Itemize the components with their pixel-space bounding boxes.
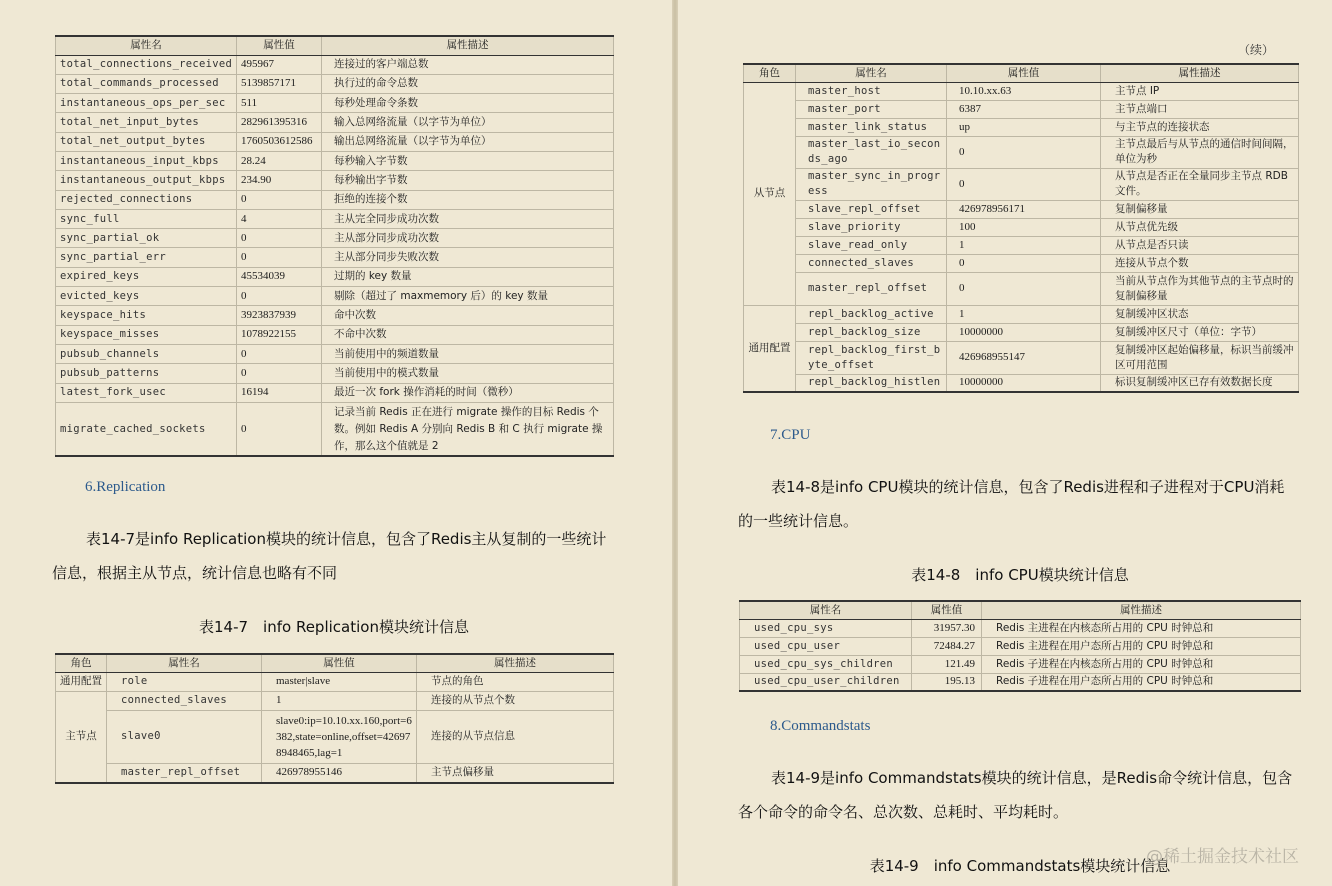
attr-name: pubsub_channels [56, 344, 237, 363]
attr-value: 1078922155 [237, 325, 322, 344]
attr-name: total_commands_processed [56, 74, 237, 93]
col-header: 属性名 [796, 64, 947, 82]
attr-desc: 从节点是否正在全量同步主节点 RDB 文件。 [1101, 168, 1299, 200]
role-cell: 通用配置 [744, 305, 796, 392]
attr-value: 3923837939 [237, 306, 322, 325]
attr-name: slave_priority [796, 218, 947, 236]
attr-desc: 复制缓冲区尺寸（单位：字节） [1101, 323, 1299, 341]
table-row [56, 229, 614, 248]
attr-value: 426968955147 [947, 341, 1101, 374]
attr-name: master_sync_in_progress [796, 168, 947, 200]
attr-desc: 最近一次 fork 操作消耗的时间（微秒） [322, 383, 614, 402]
attr-value: 1 [262, 691, 417, 710]
table-row [56, 763, 614, 783]
attr-name: total_net_output_bytes [56, 132, 237, 151]
attr-desc: 拒绝的连接个数 [322, 190, 614, 209]
slave-table [743, 63, 1299, 393]
attr-value: slave0:ip=10.10.xx.160,port=6382,state=online,offset=426978948465,lag=1 [262, 710, 417, 763]
attr-desc: 主节点偏移量 [417, 763, 614, 783]
table-row [56, 132, 614, 151]
col-header: 属性描述 [322, 36, 614, 55]
attr-desc: 主节点最后与从节点的通信时间间隔，单位为秒 [1101, 136, 1299, 168]
col-header: 属性描述 [417, 654, 614, 672]
attr-name: role [107, 672, 262, 691]
attr-value: 10000000 [947, 323, 1101, 341]
table-row [744, 374, 1299, 392]
attr-value: 0 [947, 254, 1101, 272]
attr-value: 234.90 [237, 171, 322, 190]
attr-name: master_last_io_seconds_ago [796, 136, 947, 168]
attr-name: master_host [796, 82, 947, 100]
replication-table [55, 653, 614, 784]
commandstats-paragraph: 表14-9是info Commandstats模块的统计信息，是Redis命令统计信息，包含各个命令的命令名、总次数、总耗时、平均耗时。 [738, 769, 1293, 821]
table-row [56, 710, 614, 763]
attr-desc: 每秒输出字节数 [322, 171, 614, 190]
section-title-replication: 6.Replication [85, 479, 166, 495]
col-header: 属性名 [740, 601, 912, 619]
attr-name: used_cpu_user [740, 637, 912, 655]
attr-name: keyspace_misses [56, 325, 237, 344]
col-header: 属性描述 [982, 601, 1301, 619]
attr-value: 5139857171 [237, 74, 322, 93]
attr-name: used_cpu_sys_children [740, 655, 912, 673]
attr-value: 426978956171 [947, 200, 1101, 218]
attr-desc: Redis 子进程在用户态所占用的 CPU 时钟总和 [982, 673, 1301, 691]
attr-value: 72484.27 [912, 637, 982, 655]
section-title-cpu: 7.CPU [770, 427, 811, 443]
table-row [744, 254, 1299, 272]
attr-desc: 连接从节点个数 [1101, 254, 1299, 272]
attr-name: master_repl_offset [796, 272, 947, 305]
attr-value: up [947, 118, 1101, 136]
attr-name: sync_partial_err [56, 248, 237, 267]
attr-name: used_cpu_user_children [740, 673, 912, 691]
attr-desc: 当前使用中的频道数量 [322, 344, 614, 363]
cpu-paragraph: 表14-8是info CPU模块的统计信息，包含了Redis进程和子进程对于CPU消耗的一些统计信息。 [738, 478, 1285, 530]
table-row [56, 209, 614, 228]
table-row [56, 402, 614, 456]
table-row [744, 82, 1299, 100]
table-row [56, 151, 614, 170]
attr-name: instantaneous_input_kbps [56, 151, 237, 170]
attr-name: pubsub_patterns [56, 364, 237, 383]
attr-desc: 标识复制缓冲区已存有效数据长度 [1101, 374, 1299, 392]
attr-desc: 复制缓冲区状态 [1101, 305, 1299, 323]
col-header: 属性描述 [1101, 64, 1299, 82]
attr-desc: 过期的 key 数量 [322, 267, 614, 286]
attr-value: 28.24 [237, 151, 322, 170]
watermark: @稀土掘金技术社区 [1146, 847, 1299, 867]
attr-desc: 记录当前 Redis 正在进行 migrate 操作的目标 Redis 个数。例如 Redis A 分别向 Redis B 和 C 执行 migrate 操作，那么这个值就是 2 [322, 402, 614, 456]
attr-name: repl_backlog_first_byte_offset [796, 341, 947, 374]
attr-desc: 每秒输入字节数 [322, 151, 614, 170]
table-row [56, 287, 614, 306]
table-caption-14-9: 表14-9 info Commandstats模块统计信息 [869, 857, 1171, 875]
attr-name: repl_backlog_histlen [796, 374, 947, 392]
attr-desc: 每秒处理命令条数 [322, 94, 614, 113]
table-row [56, 113, 614, 132]
attr-name: connected_slaves [107, 691, 262, 710]
attr-value: 6387 [947, 100, 1101, 118]
section-title-commandstats: 8.Commandstats [770, 718, 871, 734]
attr-value: 4 [237, 209, 322, 228]
attr-name: sync_full [56, 209, 237, 228]
attr-name: slave_repl_offset [796, 200, 947, 218]
attr-value: 0 [237, 229, 322, 248]
col-header: 属性名 [56, 36, 237, 55]
attr-value: 0 [237, 344, 322, 363]
table-row [744, 100, 1299, 118]
attr-value: 31957.30 [912, 619, 982, 637]
role-cell: 通用配置 [56, 672, 107, 691]
attr-value: 195.13 [912, 673, 982, 691]
attr-name: latest_fork_usec [56, 383, 237, 402]
col-header: 属性名 [107, 654, 262, 672]
table-row [744, 341, 1299, 374]
attr-desc: 复制偏移量 [1101, 200, 1299, 218]
attr-name: instantaneous_output_kbps [56, 171, 237, 190]
attr-value: 0 [947, 136, 1101, 168]
attr-value: 282961395316 [237, 113, 322, 132]
col-header: 属性值 [237, 36, 322, 55]
attr-name: keyspace_hits [56, 306, 237, 325]
table-row [744, 168, 1299, 200]
attr-desc: 连接过的客户端总数 [322, 55, 614, 74]
attr-value: 16194 [237, 383, 322, 402]
attr-desc: 当前使用中的模式数量 [322, 364, 614, 383]
attr-name: master_link_status [796, 118, 947, 136]
attr-name: slave0 [107, 710, 262, 763]
attr-value: 0 [947, 272, 1101, 305]
attr-value: 0 [237, 287, 322, 306]
attr-desc: 输入总网络流量（以字节为单位） [322, 113, 614, 132]
table-row [56, 248, 614, 267]
attr-value: 100 [947, 218, 1101, 236]
col-header: 角色 [744, 64, 796, 82]
cpu-table [739, 600, 1301, 692]
attr-name: used_cpu_sys [740, 619, 912, 637]
attr-desc: Redis 子进程在内核态所占用的 CPU 时钟总和 [982, 655, 1301, 673]
table-row [740, 673, 1301, 691]
attr-value: 495967 [237, 55, 322, 74]
col-header: 属性值 [947, 64, 1101, 82]
attr-name: total_net_input_bytes [56, 113, 237, 132]
attr-name: sync_partial_ok [56, 229, 237, 248]
attr-name: expired_keys [56, 267, 237, 286]
attr-desc: 主从部分同步失败次数 [322, 248, 614, 267]
table-caption-14-8: 表14-8 info CPU模块统计信息 [911, 566, 1129, 584]
table-row [744, 118, 1299, 136]
attr-desc: 主节点 IP [1101, 82, 1299, 100]
attr-value: 0 [237, 402, 322, 456]
attr-value: 426978955146 [262, 763, 417, 783]
attr-desc: 从节点是否只读 [1101, 236, 1299, 254]
attr-desc: 节点的角色 [417, 672, 614, 691]
role-cell: 主节点 [56, 691, 107, 783]
table-row [744, 272, 1299, 305]
table-row [744, 236, 1299, 254]
col-header: 属性值 [912, 601, 982, 619]
table-row [744, 200, 1299, 218]
attr-name: slave_read_only [796, 236, 947, 254]
attr-value: 10000000 [947, 374, 1101, 392]
attr-desc: 命中次数 [322, 306, 614, 325]
attr-desc: 复制缓冲区起始偏移量，标识当前缓冲区可用范围 [1101, 341, 1299, 374]
attr-name: rejected_connections [56, 190, 237, 209]
table-row [56, 267, 614, 286]
attr-value: 121.49 [912, 655, 982, 673]
replication-paragraph: 表14-7是info Replication模块的统计信息，包含了Redis主从复制的一些统计信息，根据主从节点，统计信息也略有不同 [52, 530, 607, 582]
attr-value: 511 [237, 94, 322, 113]
attr-desc: Redis 主进程在内核态所占用的 CPU 时钟总和 [982, 619, 1301, 637]
table-row [744, 218, 1299, 236]
attr-name: repl_backlog_size [796, 323, 947, 341]
attr-name: total_connections_received [56, 55, 237, 74]
attr-desc: 主从部分同步成功次数 [322, 229, 614, 248]
attr-value: 0 [237, 190, 322, 209]
table-row [56, 344, 614, 363]
table-row [56, 171, 614, 190]
table-caption-14-7: 表14-7 info Replication模块统计信息 [199, 618, 469, 636]
attr-desc: 连接的从节点信息 [417, 710, 614, 763]
attr-name: master_repl_offset [107, 763, 262, 783]
attr-desc: 从节点优先级 [1101, 218, 1299, 236]
table-row [56, 74, 614, 93]
attr-value: 0 [947, 168, 1101, 200]
table-row [740, 619, 1301, 637]
table-row [740, 637, 1301, 655]
table-row [744, 136, 1299, 168]
table-row [56, 306, 614, 325]
attr-name: migrate_cached_sockets [56, 402, 237, 456]
attr-name: repl_backlog_active [796, 305, 947, 323]
attr-desc: 执行过的命令总数 [322, 74, 614, 93]
table-row [744, 323, 1299, 341]
table-row [740, 655, 1301, 673]
attr-desc: 输出总网络流量（以字节为单位） [322, 132, 614, 151]
table-row [56, 364, 614, 383]
attr-name: evicted_keys [56, 287, 237, 306]
col-header: 角色 [56, 654, 107, 672]
attr-name: instantaneous_ops_per_sec [56, 94, 237, 113]
table-row [56, 94, 614, 113]
table-row [56, 55, 614, 74]
table-row [56, 383, 614, 402]
attr-value: 1760503612586 [237, 132, 322, 151]
attr-value: 45534039 [237, 267, 322, 286]
table-row [56, 691, 614, 710]
attr-desc: 连接的从节点个数 [417, 691, 614, 710]
stats-table [55, 35, 614, 457]
attr-desc: 与主节点的连接状态 [1101, 118, 1299, 136]
table-continued-label: （续） [1238, 43, 1275, 57]
attr-value: 0 [237, 364, 322, 383]
table-row [56, 190, 614, 209]
attr-desc: Redis 主进程在用户态所占用的 CPU 时钟总和 [982, 637, 1301, 655]
attr-desc: 剔除（超过了 maxmemory 后）的 key 数量 [322, 287, 614, 306]
attr-value: 1 [947, 236, 1101, 254]
attr-desc: 当前从节点作为其他节点的主节点时的复制偏移量 [1101, 272, 1299, 305]
role-cell: 从节点 [744, 82, 796, 305]
attr-name: master_port [796, 100, 947, 118]
table-row [744, 305, 1299, 323]
table-row [56, 325, 614, 344]
attr-desc: 不命中次数 [322, 325, 614, 344]
col-header: 属性值 [262, 654, 417, 672]
attr-value: 1 [947, 305, 1101, 323]
attr-desc: 主节点端口 [1101, 100, 1299, 118]
attr-name: connected_slaves [796, 254, 947, 272]
attr-value: 0 [237, 248, 322, 267]
attr-desc: 主从完全同步成功次数 [322, 209, 614, 228]
attr-value: 10.10.xx.63 [947, 82, 1101, 100]
table-row [56, 672, 614, 691]
right-page [678, 0, 1332, 886]
attr-value: master|slave [262, 672, 417, 691]
